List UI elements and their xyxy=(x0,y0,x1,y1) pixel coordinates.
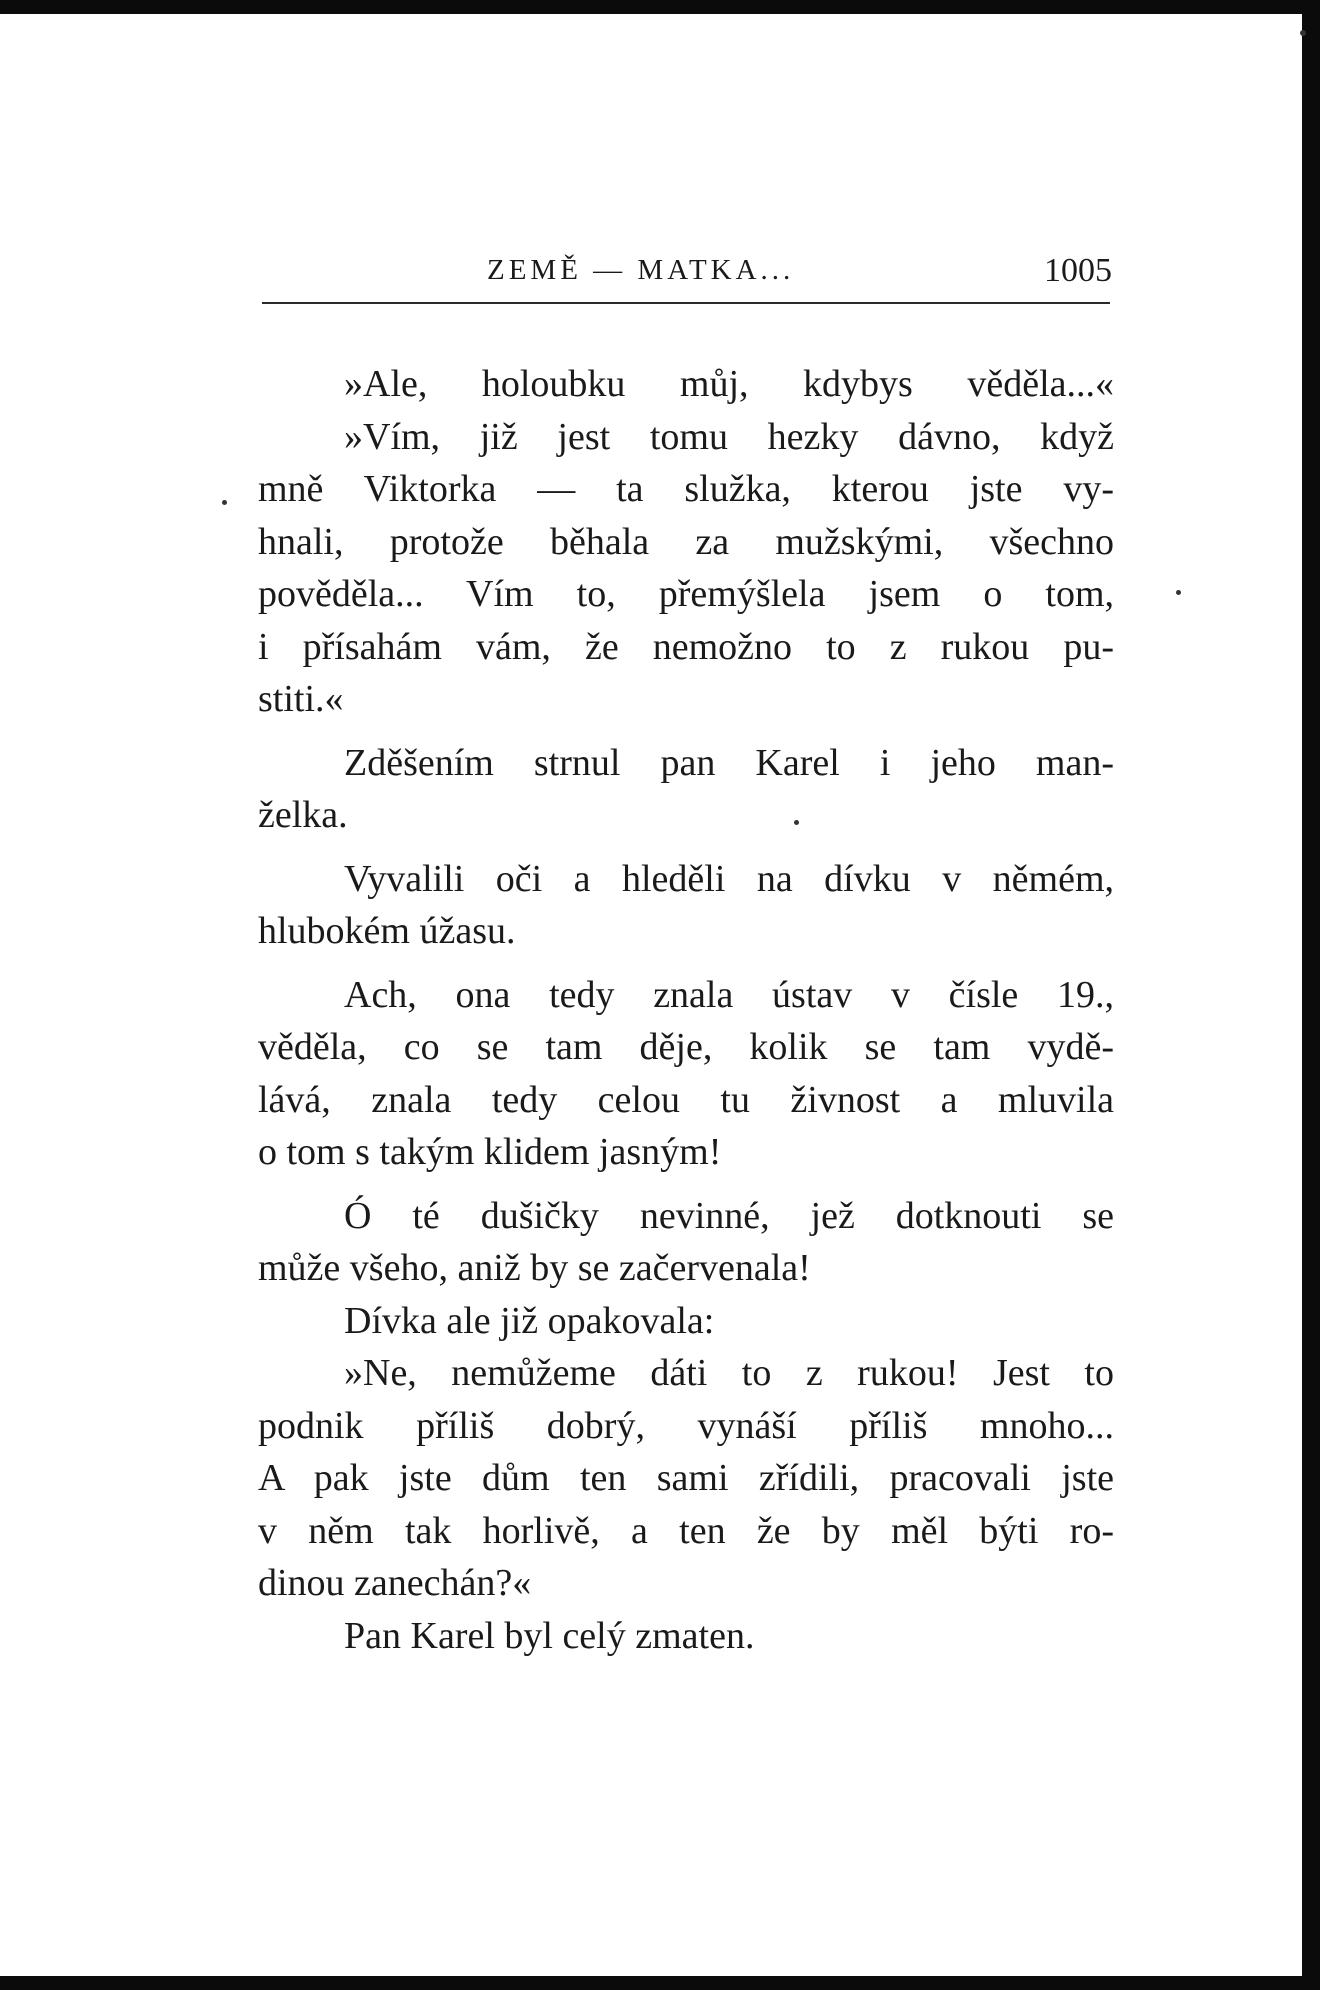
text-line: Dívka ale již opakovala: xyxy=(344,1299,715,1342)
running-header xyxy=(262,252,1112,302)
text-line: želka. xyxy=(258,794,348,836)
text-line: »Ale, holoubku můj, kdybys věděla...« xyxy=(344,363,1114,405)
text-line: mně Viktorka — ta služka, kterou jste vy- xyxy=(258,468,1114,510)
text-line: Zděšením strnul pan Karel i jeho man- xyxy=(344,741,1114,784)
text-line: Vyvalili oči a hleděli na dívku v němém, xyxy=(344,857,1114,900)
text-line: lává, znala tedy celou tu živnost a mluvila xyxy=(258,1078,1114,1121)
text-line: hnali, protože běhala za mužskými, všechno xyxy=(258,520,1114,563)
text-line: může všeho, aniž by se začervenala! xyxy=(258,1247,811,1289)
text-line: hlubokém úžasu. xyxy=(258,910,516,952)
scan-speck xyxy=(222,500,227,505)
text-line: A pak jste dům ten sami zřídili, pracovali jste xyxy=(258,1457,1114,1499)
text-line: Ó té dušičky nevinné, jež dotknouti se xyxy=(344,1194,1114,1237)
text-line: pověděla... Vím to, přemýšlela jsem o tom, xyxy=(258,573,1114,615)
running-title: ZEMĚ — MATKA... xyxy=(487,254,795,286)
header-rule xyxy=(262,302,1110,304)
text-line: podnik příliš dobrý, vynáší příliš mnoho... xyxy=(258,1404,1114,1447)
text-line: »Vím, již jest tomu hezky dávno, když xyxy=(344,415,1114,458)
body-text xyxy=(258,358,1114,1662)
scan-speck xyxy=(1300,30,1306,36)
text-line: »Ne, nemůžeme dáti to z rukou! Jest to xyxy=(344,1352,1114,1394)
scan-border-bottom xyxy=(0,1976,1320,1990)
text-line: o tom s takým klidem jasným! xyxy=(258,1131,722,1173)
scan-border-right xyxy=(1302,0,1320,1990)
text-line: dinou zanechán?« xyxy=(258,1562,532,1604)
text-line: Pan Karel byl celý zmaten. xyxy=(344,1614,755,1657)
text-line: i přísahám vám, že nemožno to z rukou pu- xyxy=(258,625,1114,668)
text-line: Ach, ona tedy znala ústav v čísle 19., xyxy=(344,973,1114,1016)
scan-speck xyxy=(1176,590,1181,595)
scan-border-top xyxy=(0,0,1320,14)
text-line: stiti.« xyxy=(258,678,344,720)
page-number: 1005 xyxy=(1044,252,1112,289)
text-line: v něm tak horlivě, a ten že by měl býti ro- xyxy=(258,1509,1114,1552)
text-line: věděla, co se tam děje, kolik se tam vydě- xyxy=(258,1026,1114,1068)
scan-speck xyxy=(794,820,799,825)
